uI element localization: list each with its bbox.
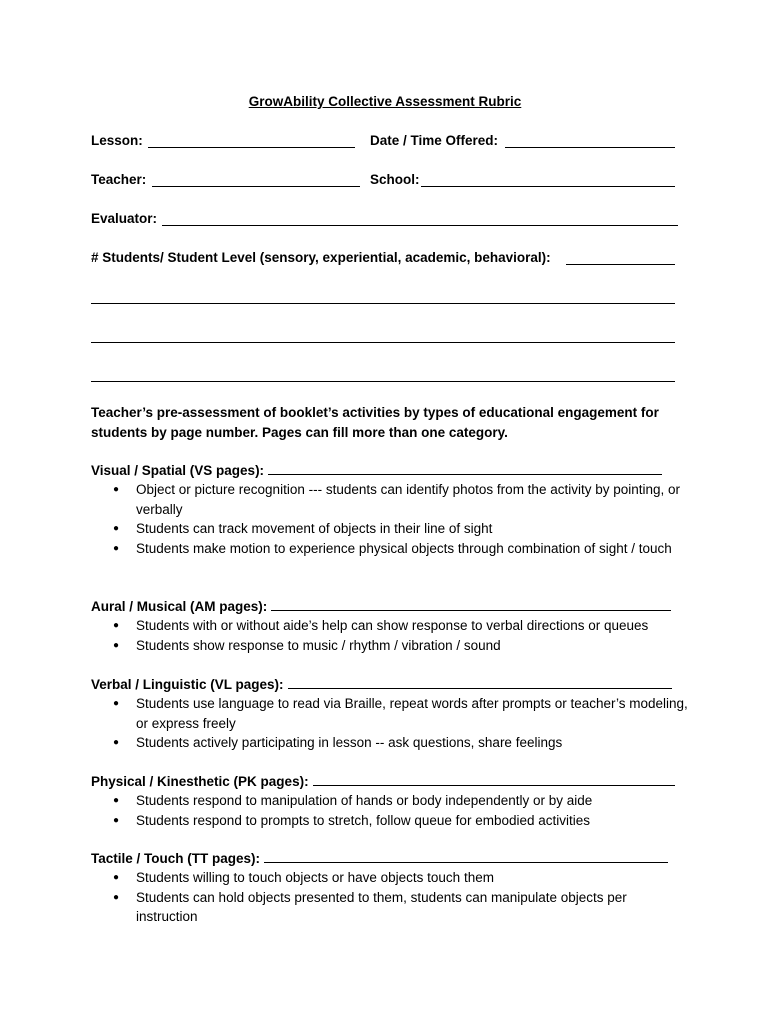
- section-heading-label: Physical / Kinesthetic (PK pages):: [91, 774, 309, 789]
- teacher-label: Teacher:: [91, 172, 147, 187]
- bullet-icon: ●: [113, 484, 120, 495]
- section-verbal-linguistic: [91, 675, 691, 753]
- bullet-list: [91, 694, 691, 753]
- bullet-icon: ●: [113, 639, 120, 651]
- section-heading: [91, 461, 691, 480]
- list-item: [91, 480, 691, 519]
- list-item-text: Students respond to manipulation of hands or body independently or by aide: [136, 793, 593, 808]
- date-time-line[interactable]: [505, 147, 675, 148]
- bullet-icon: ●: [113, 523, 120, 534]
- section-heading-label: Verbal / Linguistic (VL pages):: [91, 677, 284, 692]
- bullet-icon: ●: [113, 891, 120, 903]
- bullet-list: [91, 791, 691, 830]
- section-heading-line[interactable]: [288, 676, 672, 689]
- school-label: School:: [370, 172, 420, 187]
- document-title: GrowAbility Collective Assessment Rubric: [248, 94, 522, 109]
- section-physical-kinesthetic: [91, 772, 691, 830]
- list-item: [91, 694, 691, 733]
- bullet-list: [91, 868, 691, 927]
- section-heading-line[interactable]: [271, 598, 671, 611]
- section-aural-musical: [91, 597, 691, 655]
- section-heading: [91, 675, 691, 694]
- section-heading-label: Visual / Spatial (VS pages):: [91, 463, 265, 478]
- list-item: [91, 811, 691, 831]
- list-item: [91, 616, 691, 636]
- section-heading: [91, 772, 691, 791]
- section-heading-label: Aural / Musical (AM pages):: [91, 599, 268, 614]
- bullet-icon: ●: [113, 814, 120, 826]
- students-level-line[interactable]: [566, 264, 675, 265]
- pre-assessment-text: Teacher’s pre-assessment of booklet’s activities by types of educational engagement for students by page number. Pages can fill more than one category.: [91, 405, 659, 440]
- list-item-text: Students can track movement of objects in their line of sight: [136, 521, 493, 536]
- section-heading: [91, 597, 691, 616]
- list-item: [91, 888, 691, 927]
- bullet-icon: ●: [113, 698, 120, 709]
- bullet-list: [91, 480, 691, 558]
- bullet-icon: ●: [113, 795, 120, 806]
- list-item-text: Students can hold objects presented to them, students can manipulate objects per instruction: [136, 889, 627, 924]
- students-level-label: # Students/ Student Level (sensory, experiential, academic, behavioral):: [91, 250, 551, 265]
- bullet-icon: ●: [113, 620, 120, 631]
- evaluator-label: Evaluator:: [91, 211, 158, 226]
- section-heading-line[interactable]: [313, 773, 675, 786]
- blank-line[interactable]: [91, 303, 675, 304]
- bullet-list: [91, 616, 691, 655]
- list-item: [91, 519, 691, 539]
- bullet-icon: ●: [113, 542, 120, 554]
- list-item-text: Students show response to music / rhythm / vibration / sound: [136, 637, 501, 653]
- section-heading-line[interactable]: [264, 850, 668, 863]
- list-item-text: Students actively participating in lesson -- ask questions, share feelings: [136, 735, 563, 750]
- section-heading: [91, 849, 691, 868]
- list-item-text: Object or picture recognition --- students can identify photos from the activity by pointing, or verbally: [136, 482, 681, 517]
- date-time-label: Date / Time Offered:: [370, 133, 499, 148]
- list-item: [91, 868, 691, 888]
- list-item-text: Students use language to read via Braille, repeat words after prompts or teacher’s modeling, or express freely: [136, 696, 688, 731]
- list-item: [91, 636, 691, 656]
- list-item-text: Students with or without aide’s help can show response to verbal directions or queues: [136, 618, 649, 633]
- blank-line[interactable]: [91, 381, 675, 382]
- list-item-text: Students make motion to experience physical objects through combination of sight / touch: [136, 540, 672, 556]
- teacher-line[interactable]: [152, 186, 360, 187]
- section-heading-line[interactable]: [268, 462, 662, 475]
- lesson-line[interactable]: [148, 147, 355, 148]
- school-line[interactable]: [421, 186, 675, 187]
- lesson-label: Lesson:: [91, 133, 143, 148]
- bullet-icon: ●: [113, 737, 120, 748]
- list-item: [91, 791, 691, 811]
- list-item-text: Students respond to prompts to stretch, follow queue for embodied activities: [136, 812, 590, 828]
- section-visual-spatial: [91, 461, 691, 558]
- list-item: [91, 733, 691, 753]
- section-tactile-touch: [91, 849, 691, 927]
- list-item: [91, 539, 691, 559]
- section-heading-label: Tactile / Touch (TT pages):: [91, 851, 261, 866]
- list-item-text: Students willing to touch objects or have objects touch them: [136, 870, 494, 885]
- evaluator-line[interactable]: [162, 225, 678, 226]
- bullet-icon: ●: [113, 872, 120, 883]
- blank-line[interactable]: [91, 342, 675, 343]
